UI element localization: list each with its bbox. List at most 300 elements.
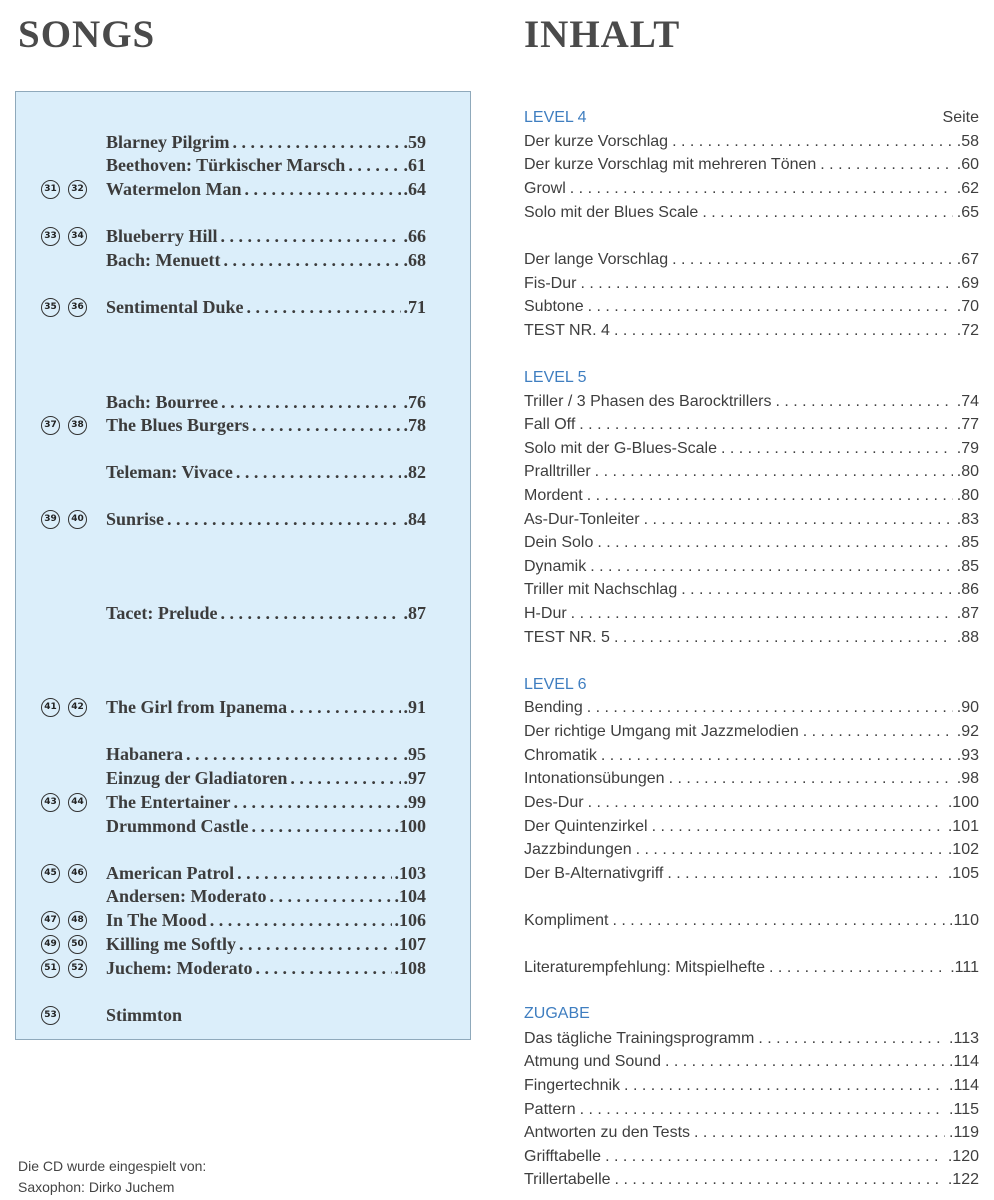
toc-page-number: .101 <box>947 818 979 835</box>
toc-entry[interactable] <box>524 177 979 201</box>
song-item[interactable] <box>16 1003 472 1027</box>
toc-page-number: .119 <box>949 1124 979 1141</box>
song-entry <box>106 814 426 838</box>
toc-entry[interactable] <box>524 862 979 886</box>
song-item[interactable] <box>16 884 472 908</box>
song-page-number: .76 <box>403 392 426 412</box>
dot-leader <box>220 601 400 625</box>
song-entry <box>106 956 426 980</box>
toc-entry[interactable] <box>524 1168 979 1192</box>
cd-tracks <box>39 510 109 530</box>
toc-page-number: .80 <box>956 463 979 480</box>
dot-leader <box>290 766 400 790</box>
toc-page-number: .83 <box>956 511 979 528</box>
toc-page-number: .102 <box>947 841 979 858</box>
toc-entry-title: Dein Solo <box>524 534 594 551</box>
dot-leader <box>605 1145 944 1169</box>
song-entry <box>106 790 426 814</box>
songs-heading: SONGS <box>18 13 156 56</box>
song-entry <box>106 507 426 531</box>
songs-panel <box>15 91 471 1040</box>
toc-entry[interactable] <box>524 626 979 650</box>
dot-leader <box>615 1168 944 1192</box>
song-entry <box>106 390 426 414</box>
toc-entry[interactable] <box>524 555 979 579</box>
dot-leader <box>348 153 400 177</box>
dot-leader <box>667 862 944 886</box>
toc-entry-title: Des-Dur <box>524 794 584 811</box>
song-page-number: .97 <box>403 768 426 788</box>
toc-entry[interactable] <box>524 295 979 319</box>
dot-leader <box>237 861 391 885</box>
dot-leader <box>571 602 953 626</box>
cd-credit-line: Die CD wurde eingespielt von: <box>18 1158 207 1174</box>
dot-leader <box>221 224 401 248</box>
toc-entry[interactable] <box>524 1145 979 1169</box>
song-title: Bach: Bourree <box>106 392 219 412</box>
toc-entry[interactable] <box>524 460 979 484</box>
section-heading-level5 <box>524 366 979 390</box>
song-page-number: .108 <box>394 958 426 978</box>
toc-entry[interactable] <box>524 602 979 626</box>
toc-page-number: .60 <box>956 156 979 173</box>
cd-track-number: 32 <box>68 180 87 199</box>
toc-entry-title: Jazzbindungen <box>524 841 632 858</box>
song-item[interactable] <box>16 695 472 719</box>
dot-leader <box>236 460 401 484</box>
song-item[interactable] <box>16 130 472 154</box>
cd-track-number: 45 <box>41 864 60 883</box>
dot-leader <box>232 130 400 154</box>
dot-leader <box>601 744 953 768</box>
toc-entry[interactable] <box>524 272 979 296</box>
cd-tracks <box>39 1006 109 1026</box>
song-title: The Entertainer <box>106 792 231 812</box>
toc-entry[interactable] <box>524 319 979 343</box>
dot-leader <box>694 1121 945 1145</box>
dot-leader <box>652 815 944 839</box>
toc-page-number: .114 <box>949 1053 979 1070</box>
song-item[interactable] <box>16 814 472 838</box>
song-item[interactable] <box>16 908 472 932</box>
toc-entry-title: Der B-Alternativgriff <box>524 865 664 882</box>
toc-entry[interactable] <box>524 201 979 225</box>
toc-page-number: .65 <box>956 204 979 221</box>
song-item[interactable] <box>16 861 472 885</box>
song-entry <box>106 248 426 272</box>
dot-leader <box>252 413 400 437</box>
toc-page-number: .111 <box>950 959 979 976</box>
dot-leader <box>570 177 953 201</box>
dot-leader <box>669 767 953 791</box>
song-title: Einzug der Gladiatoren <box>106 768 288 788</box>
toc-page-number: .105 <box>947 865 979 882</box>
cd-track-number: 39 <box>41 510 60 529</box>
dot-leader <box>580 272 952 296</box>
dot-leader <box>588 295 953 319</box>
dot-leader <box>820 153 952 177</box>
song-entry <box>106 295 426 319</box>
song-title: Teleman: Vivace <box>106 462 233 482</box>
song-entry <box>106 224 426 248</box>
cd-track-number: 31 <box>41 180 60 199</box>
toc-entry[interactable] <box>524 413 979 437</box>
toc-entry[interactable] <box>524 1121 979 1145</box>
toc-entry[interactable] <box>524 1074 979 1098</box>
song-entry <box>106 908 426 932</box>
toc-page-number: .90 <box>956 699 979 716</box>
song-page-number: .66 <box>403 226 426 246</box>
toc-entry-title: Triller / 3 Phasen des Barocktrillers <box>524 393 772 410</box>
song-item[interactable] <box>16 601 472 625</box>
song-page-number: .107 <box>394 934 426 954</box>
toc-entry-title: Der kurze Vorschlag mit mehreren Tönen <box>524 156 817 173</box>
cd-track-number: 35 <box>41 298 60 317</box>
toc-entry[interactable] <box>524 767 979 791</box>
cd-track-number: 44 <box>68 793 87 812</box>
dot-leader <box>681 578 953 602</box>
toc-entry-title: Subtone <box>524 298 584 315</box>
cd-track-number: 34 <box>68 227 87 246</box>
toc-entry[interactable] <box>524 909 979 933</box>
toc-page-number: .98 <box>956 770 979 787</box>
song-item[interactable] <box>16 766 472 790</box>
cd-track-number: 53 <box>41 1006 60 1025</box>
dot-leader <box>665 1050 945 1074</box>
cd-tracks <box>39 698 109 718</box>
song-title: Killing me Softly <box>106 934 236 954</box>
song-title: Bach: Menuett <box>106 250 221 270</box>
toc-page-number: .88 <box>956 629 979 646</box>
page-column-label: Seite <box>942 109 979 126</box>
toc-page-number: .122 <box>947 1171 979 1188</box>
song-page-number: .106 <box>394 910 426 930</box>
song-title: The Blues Burgers <box>106 415 250 435</box>
cd-track-number: 37 <box>41 416 60 435</box>
cd-tracks <box>39 793 109 813</box>
toc-page-number: .77 <box>956 416 979 433</box>
song-item[interactable] <box>16 413 472 437</box>
dot-leader <box>587 484 953 508</box>
song-item[interactable] <box>16 153 472 177</box>
song-entry <box>106 177 426 201</box>
song-page-number: .87 <box>403 603 426 623</box>
toc-page-number: .74 <box>956 393 979 410</box>
dot-leader <box>290 695 400 719</box>
toc-entry-title: As-Dur-Tonleiter <box>524 511 640 528</box>
dot-leader <box>803 720 953 744</box>
dot-leader <box>769 956 946 980</box>
section-heading-zugabe <box>524 1002 979 1026</box>
dot-leader <box>186 742 400 766</box>
song-title: Beethoven: Türkischer Marsch <box>106 155 346 175</box>
toc-entry-title: Der lange Vorschlag <box>524 251 669 268</box>
toc-entry[interactable] <box>524 130 979 154</box>
song-title: American Patrol <box>106 863 235 883</box>
song-entry <box>106 153 426 177</box>
song-title: Watermelon Man <box>106 179 242 199</box>
toc-page-number: .69 <box>956 275 979 292</box>
toc-page-number: .85 <box>956 558 979 575</box>
cd-tracks <box>39 959 109 979</box>
section-heading-level6 <box>524 673 979 697</box>
song-entry <box>106 861 426 885</box>
dot-leader <box>588 791 944 815</box>
toc-page-number: .100 <box>947 794 979 811</box>
song-item[interactable] <box>16 460 472 484</box>
song-entry <box>106 413 426 437</box>
toc-entry-title: Fingertechnik <box>524 1077 621 1094</box>
cd-tracks <box>39 935 109 955</box>
dot-leader <box>636 838 944 862</box>
song-page-number: .103 <box>394 863 426 883</box>
toc-entry-title: Das tägliche Trainingsprogramm <box>524 1030 755 1047</box>
cd-track-number: 40 <box>68 510 87 529</box>
song-entry <box>106 884 426 908</box>
cd-track-number: 43 <box>41 793 60 812</box>
section-label: LEVEL 4 <box>524 109 587 126</box>
toc-entry[interactable] <box>524 696 979 720</box>
toc-entry-title: Mordent <box>524 487 583 504</box>
cd-track-number: 38 <box>68 416 87 435</box>
dot-leader <box>269 884 391 908</box>
song-entry <box>106 695 426 719</box>
dot-leader <box>233 790 400 814</box>
song-page-number: .84 <box>403 509 426 529</box>
song-title: Sunrise <box>106 509 165 529</box>
toc-entry-title: Intonationsübungen <box>524 770 665 787</box>
cd-track-number: 51 <box>41 959 60 978</box>
song-item[interactable] <box>16 224 472 248</box>
toc-page-number: .58 <box>956 133 979 150</box>
song-title: The Girl from Ipanema <box>106 697 288 717</box>
dot-leader <box>702 201 952 225</box>
song-page-number: .64 <box>403 179 426 199</box>
song-title: Habanera <box>106 744 184 764</box>
toc-entry[interactable] <box>524 956 979 980</box>
song-item[interactable] <box>16 742 472 766</box>
toc-entry-title: H-Dur <box>524 605 567 622</box>
song-item[interactable] <box>16 932 472 956</box>
dot-leader <box>210 908 392 932</box>
cd-tracks <box>39 180 109 200</box>
cd-track-number: 49 <box>41 935 60 954</box>
song-item[interactable] <box>16 507 472 531</box>
toc-entry[interactable] <box>524 508 979 532</box>
toc-entry[interactable] <box>524 815 979 839</box>
song-title: Andersen: Moderato <box>106 886 267 906</box>
section-label: LEVEL 5 <box>524 369 587 386</box>
cd-track-number: 50 <box>68 935 87 954</box>
dot-leader <box>672 248 953 272</box>
toc-entry-title: Literaturempfehlung: Mitspielhefte <box>524 959 766 976</box>
dot-leader <box>239 932 392 956</box>
toc-entry[interactable] <box>524 791 979 815</box>
toc-page-number: .70 <box>956 298 979 315</box>
song-entry <box>106 601 426 625</box>
toc-entry-title: Triller mit Nachschlag <box>524 581 678 598</box>
toc-entry-title: Trillertabelle <box>524 1171 611 1188</box>
toc-entry[interactable] <box>524 1050 979 1074</box>
song-page-number: .59 <box>403 132 426 152</box>
section-label: LEVEL 6 <box>524 676 587 693</box>
song-title: Stimmton <box>106 1005 182 1025</box>
toc-page-number: .62 <box>956 180 979 197</box>
cd-track-number: 42 <box>68 698 87 717</box>
toc-entry-title: Der richtige Umgang mit Jazzmelodien <box>524 723 799 740</box>
toc-page-number: .115 <box>949 1101 979 1118</box>
song-page-number: .99 <box>403 792 426 812</box>
dot-leader <box>167 507 400 531</box>
toc-page-number: .79 <box>956 440 979 457</box>
toc-page-number: .113 <box>949 1030 979 1047</box>
cd-track-number: 33 <box>41 227 60 246</box>
cd-tracks <box>39 298 109 318</box>
song-page-number: .82 <box>403 462 426 482</box>
cd-track-number: 36 <box>68 298 87 317</box>
song-title: Blueberry Hill <box>106 226 218 246</box>
toc-entry-title: Growl <box>524 180 566 197</box>
toc-entry[interactable] <box>524 744 979 768</box>
toc-page-number: .86 <box>956 581 979 598</box>
dot-leader <box>614 319 953 343</box>
song-title: Juchem: Moderato <box>106 958 253 978</box>
cd-track-number: 48 <box>68 911 87 930</box>
toc-page-number: .72 <box>956 322 979 339</box>
toc-page-number: .120 <box>947 1148 979 1165</box>
song-page-number: .91 <box>403 697 426 717</box>
dot-leader <box>721 437 953 461</box>
song-item[interactable] <box>16 790 472 814</box>
song-entry <box>106 130 426 154</box>
saxophone-credit-line: Saxophon: Dirko Juchem <box>18 1179 175 1195</box>
toc-entry[interactable] <box>524 248 979 272</box>
song-entry <box>106 742 426 766</box>
dot-leader <box>252 814 392 838</box>
dot-leader <box>758 1027 945 1051</box>
song-title: Sentimental Duke <box>106 297 244 317</box>
song-page-number: .71 <box>403 297 426 317</box>
song-page-number: .100 <box>394 816 426 836</box>
toc-page-number: .92 <box>956 723 979 740</box>
dot-leader <box>587 696 953 720</box>
toc-page-number: .80 <box>956 487 979 504</box>
dot-leader <box>590 555 953 579</box>
song-page-number: .68 <box>403 250 426 270</box>
song-page-number: .95 <box>403 744 426 764</box>
dot-leader <box>595 460 953 484</box>
dot-leader <box>672 130 953 154</box>
song-item[interactable] <box>16 390 472 414</box>
dot-leader <box>221 390 400 414</box>
toc-entry-title: Der kurze Vorschlag <box>524 133 669 150</box>
toc-entry[interactable] <box>524 1098 979 1122</box>
song-title: Tacet: Prelude <box>106 603 218 623</box>
toc-entry[interactable] <box>524 437 979 461</box>
cd-track-number: 46 <box>68 864 87 883</box>
dot-leader <box>255 956 391 980</box>
dot-leader <box>244 177 400 201</box>
toc-entry-title: Kompliment <box>524 912 609 929</box>
song-page-number: .104 <box>394 886 426 906</box>
toc-entry-title: Grifftabelle <box>524 1148 602 1165</box>
toc-page-number: .114 <box>949 1077 979 1094</box>
song-item[interactable] <box>16 956 472 980</box>
toc-entry-title: Solo mit der G-Blues-Scale <box>524 440 717 457</box>
song-title: Drummond Castle <box>106 816 249 836</box>
toc-entry-title: Fall Off <box>524 416 576 433</box>
toc-entry[interactable] <box>524 390 979 414</box>
toc-entry-title: Fis-Dur <box>524 275 577 292</box>
song-item[interactable] <box>16 295 472 319</box>
dot-leader <box>247 295 401 319</box>
cd-track-number: 47 <box>41 911 60 930</box>
toc-page-number: .85 <box>956 534 979 551</box>
toc-entry-title: Pattern <box>524 1101 576 1118</box>
song-item[interactable] <box>16 248 472 272</box>
cd-tracks <box>39 416 109 436</box>
song-entry <box>106 460 426 484</box>
toc-entry-title: Pralltriller <box>524 463 591 480</box>
toc-page-number: .93 <box>956 747 979 764</box>
dot-leader <box>644 508 953 532</box>
cd-track-number: 41 <box>41 698 60 717</box>
toc-entry-title: TEST NR. 4 <box>524 322 610 339</box>
inhalt-heading: INHALT <box>524 13 681 56</box>
song-entry <box>106 932 426 956</box>
toc-entry-title: Atmung und Sound <box>524 1053 661 1070</box>
dot-leader <box>597 531 952 555</box>
toc-entry[interactable] <box>524 1027 979 1051</box>
toc-entry-title: Bending <box>524 699 583 716</box>
cd-track-number: 52 <box>68 959 87 978</box>
song-entry <box>106 766 426 790</box>
toc-entry-title: Dynamik <box>524 558 587 575</box>
cd-tracks <box>39 227 109 247</box>
section-heading-level4 <box>524 106 979 130</box>
song-page-number: .61 <box>403 155 426 175</box>
section-label: ZUGABE <box>524 1005 590 1022</box>
song-title: In The Mood <box>106 910 207 930</box>
dot-leader <box>579 413 952 437</box>
song-page-number: .78 <box>403 415 426 435</box>
dot-leader <box>223 248 400 272</box>
toc-entry[interactable] <box>524 484 979 508</box>
toc-entry[interactable] <box>524 720 979 744</box>
toc-entry-title: Der Quintenzirkel <box>524 818 648 835</box>
toc-entry[interactable] <box>524 153 979 177</box>
dot-leader <box>776 390 953 414</box>
toc-entry-title: Chromatik <box>524 747 597 764</box>
cd-tracks <box>39 911 109 931</box>
toc-entry[interactable] <box>524 531 979 555</box>
toc-entry-title: TEST NR. 5 <box>524 629 610 646</box>
dot-leader <box>614 626 953 650</box>
toc-page-number: .87 <box>956 605 979 622</box>
toc-entry[interactable] <box>524 838 979 862</box>
toc-entry[interactable] <box>524 578 979 602</box>
dot-leader <box>624 1074 945 1098</box>
toc-entry-title: Solo mit der Blues Scale <box>524 204 699 221</box>
dot-leader <box>580 1098 945 1122</box>
dot-leader <box>612 909 945 933</box>
song-item[interactable] <box>16 177 472 201</box>
song-title: Blarney Pilgrim <box>106 132 230 152</box>
toc-page-number: .67 <box>956 251 979 268</box>
toc-entry-title: Antworten zu den Tests <box>524 1124 691 1141</box>
song-entry <box>106 1003 426 1027</box>
cd-tracks <box>39 864 109 884</box>
